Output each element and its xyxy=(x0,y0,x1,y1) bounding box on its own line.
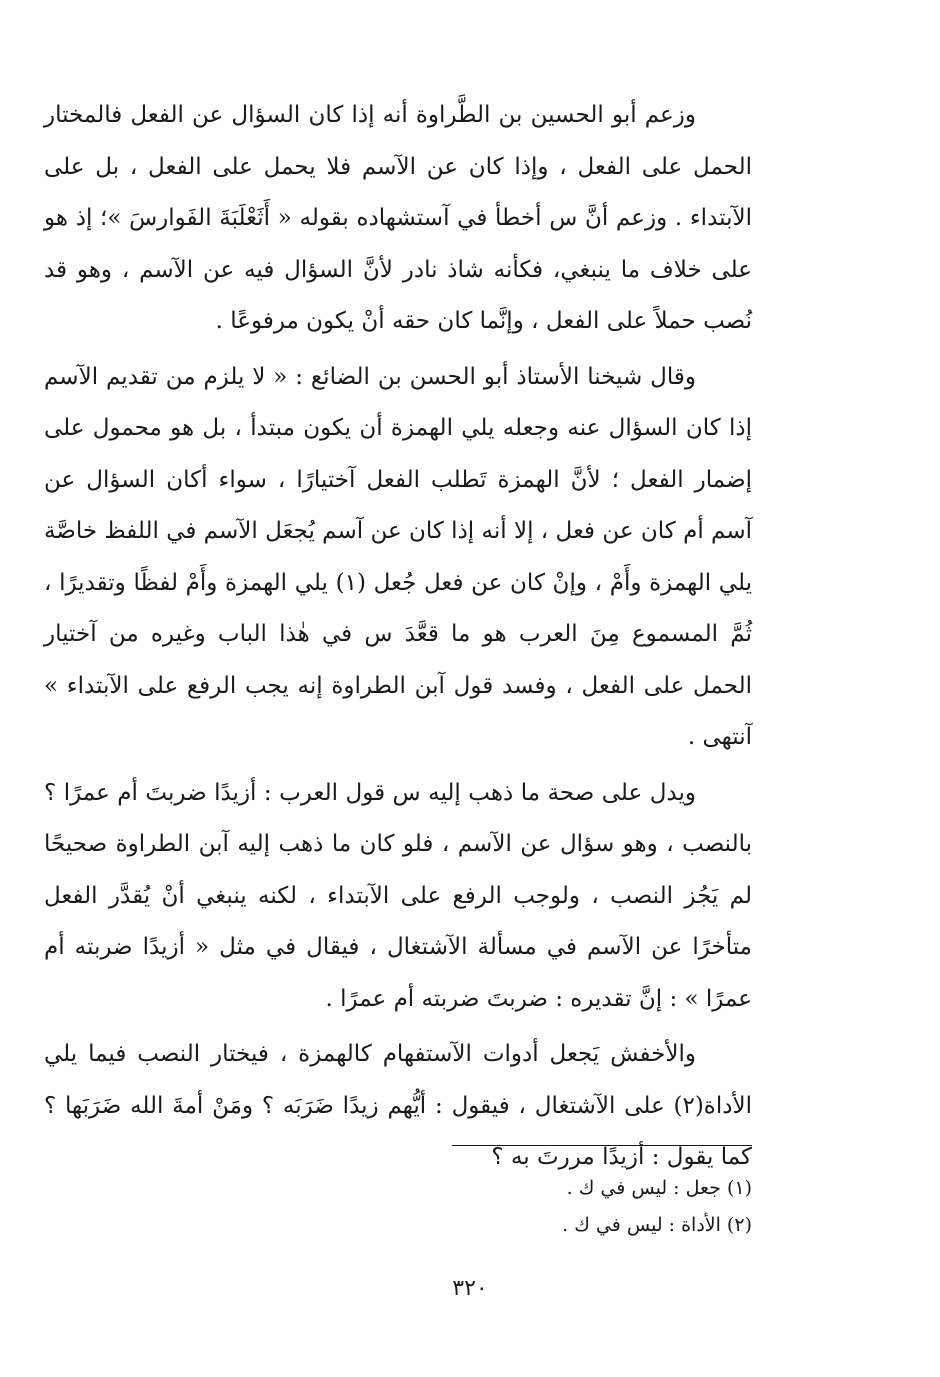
paragraph-1: وزعم أبو الحسين بن الطَّراوة أنه إذا كان السؤال عن الفعل فالمختار الحمل على الفعل ، وإذا كان عن الآسم فلا يحمل على الفعل ، بل على الآبتداء . وزعم أنَّ س أخطأ في آستشهاده بقوله « أَثَعْلَبَةَ الفَوارسَ »؛ إذ هو على خلاف ما ينبغي، فكأنه شاذ نادر لأنَّ السؤال فيه عن الآسم ، وهو قد نُصب حملاً على الفعل ، وإنَّما كان حقه أنْ يكون مرفوعًا . xyxy=(44,102,752,334)
main-text xyxy=(44,90,752,1184)
page-number: ٣٢٠ xyxy=(452,1276,488,1301)
footnote-2: (٢) الأداة : ليس في ك . xyxy=(562,1214,752,1236)
footnote-1: (١) جعل : ليس في ك . xyxy=(566,1177,752,1199)
footnote-divider xyxy=(452,1145,752,1146)
paragraph-2: وقال شيخنا الأستاذ أبو الحسن بن الضائع : « لا يلزم من تقديم الآسم إذا كان السؤال عنه وجعله يلي الهمزة أن يكون مبتدأ ، بل هو محمول على إضمار الفعل ؛ لأنَّ الهمزة تَطلب الفعل آختيارًا ، سواء أكان السؤال عن آسم أم كان عن فعل ، إلا أنه إذا كان عن آسم يُجعَل الآسم في اللفظ خاصَّة يلي الهمزة وأَمْ ، وإنْ كان عن فعل جُعل (١) يلي الهمزة وأَمْ لفظًا وتقديرًا ، ثُمَّ المسموع مِنَ العرب هو ما قعَّدَ س في هٰذا الباب وغيره من آختيار الحمل على الفعل ، وفسد قول آبن الطراوة إنه يجب الرفع على الآبتداء » آنتهى . xyxy=(44,363,752,750)
footnotes xyxy=(44,1170,752,1244)
paragraph-3: ويدل على صحة ما ذهب إليه س قول العرب : أزيدًا ضربتَ أم عمرًا ؟ بالنصب ، وهو سؤال عن الآسم ، فلو كان ما ذهب إليه آبن الطراوة صحيحًا لم يَجُز النصب ، ولوجب الرفع على الآبتداء ، لكنه ينبغي أنْ يُقدَّر الفعل متأخرًا عن الآسم في مسألة الآشتغال ، فيقال في مثل « أزيدًا ضربته أم عمرًا » : إنَّ تقديره : ضربتَ ضربته أم عمرًا . xyxy=(44,779,752,1012)
paragraph-4: والأخفش يَجعل أدوات الآستفهام كالهمزة ، فيختار النصب فيما يلي الأداة(٢) على الآشتغال ، فيقول : أيُّهم زيدًا ضَرَبَه ؟ ومَنْ أمةَ الله ضَرَبَها ؟ كما يقول : أزيدًا مررتَ به ؟ xyxy=(44,1041,752,1170)
